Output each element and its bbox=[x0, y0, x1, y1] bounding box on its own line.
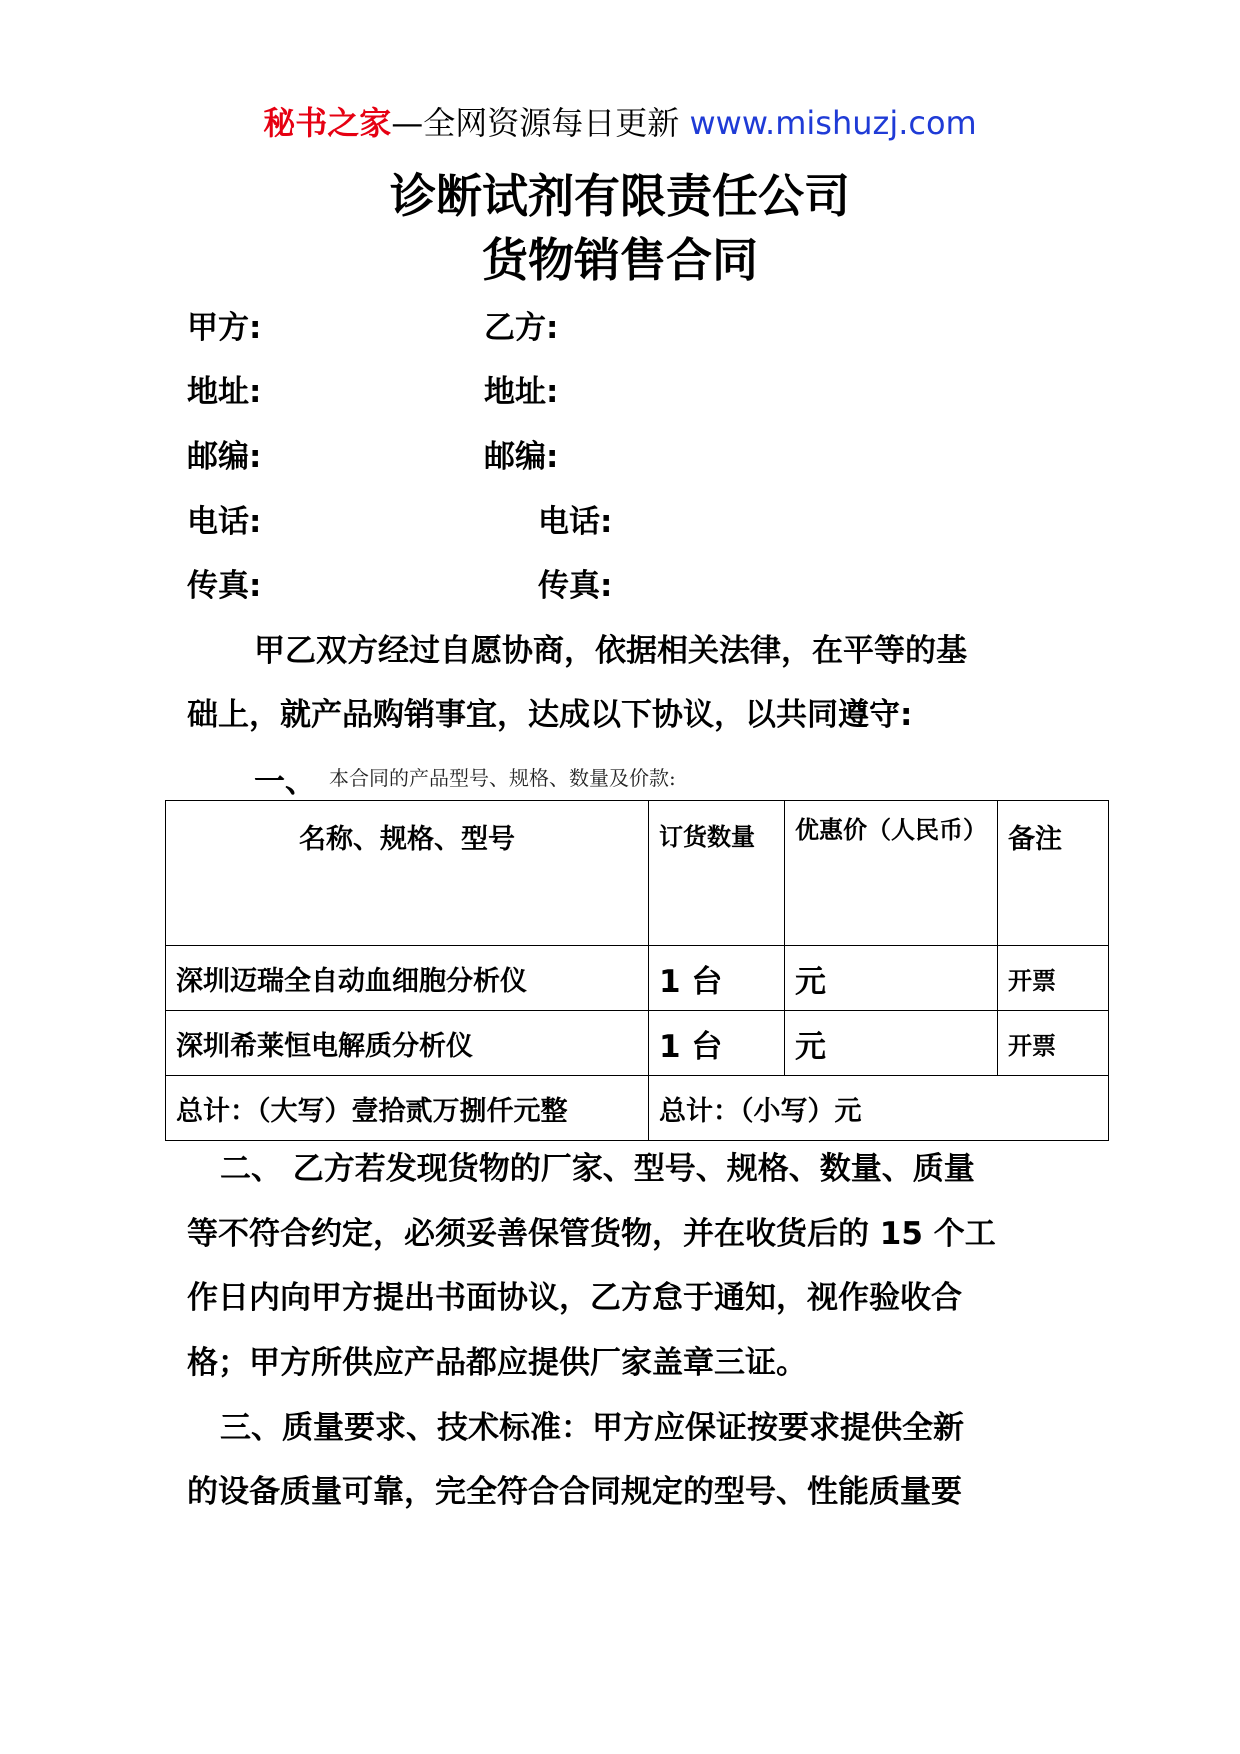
header-price bbox=[785, 801, 998, 946]
address-a-label: 地址: bbox=[187, 374, 262, 410]
section2-line-4: 格；甲方所供应产品都应提供厂家盖章三证。 bbox=[187, 1345, 807, 1381]
header-remark: 备注 bbox=[998, 801, 1109, 946]
table-row bbox=[166, 946, 1109, 1011]
phone-a-label: 电话: bbox=[187, 504, 262, 540]
total-lower: 总计：（小写）元 bbox=[649, 1076, 1109, 1141]
table-header-row bbox=[166, 801, 1109, 946]
postcode-b-label: 邮编: bbox=[484, 439, 559, 475]
fax-b-label: 传真: bbox=[538, 568, 613, 604]
party-b-label: 乙方: bbox=[484, 310, 559, 346]
document-title-line1: 诊断试剂有限责任公司 bbox=[390, 169, 850, 223]
section3-line-2: 的设备质量可靠，完全符合合同规定的型号、性能质量要 bbox=[187, 1474, 962, 1510]
row-quantity: 1 台 bbox=[649, 946, 785, 1011]
fax-a-label: 传真: bbox=[187, 568, 262, 604]
section1-number: 一、 bbox=[254, 764, 316, 800]
section2-line-1: 二、 乙方若发现货物的厂家、型号、规格、数量、质量 bbox=[220, 1151, 975, 1187]
section3-line-1: 三、质量要求、技术标准：甲方应保证按要求提供全新 bbox=[220, 1410, 964, 1446]
site-brand: 秘书之家 bbox=[263, 104, 392, 142]
phone-b-label: 电话: bbox=[538, 504, 613, 540]
site-header bbox=[0, 98, 1240, 144]
address-b-label: 地址: bbox=[484, 374, 559, 410]
row-name: 深圳希莱恒电解质分析仪 bbox=[166, 1011, 649, 1076]
site-tagline: —全网资源每日更新 bbox=[391, 104, 680, 142]
intro-line-2: 础上，就产品购销事宜，达成以下协议，以共同遵守: bbox=[187, 697, 913, 733]
document-title-line2: 货物销售合同 bbox=[482, 233, 758, 287]
goods-table bbox=[165, 800, 1109, 1141]
site-url-link[interactable]: www.mishuzj.com bbox=[689, 104, 977, 142]
row-price: 元 bbox=[785, 946, 998, 1011]
party-a-label: 甲方: bbox=[187, 310, 262, 346]
header-price-text: 优惠价（人民币） bbox=[795, 816, 987, 844]
table-row bbox=[166, 1011, 1109, 1076]
row-quantity: 1 台 bbox=[649, 1011, 785, 1076]
row-remark: 开票 bbox=[998, 946, 1109, 1011]
section2-line-3: 作日内向甲方提出书面协议，乙方怠于通知，视作验收合 bbox=[187, 1280, 962, 1316]
row-name: 深圳迈瑞全自动血细胞分析仪 bbox=[166, 946, 649, 1011]
row-remark: 开票 bbox=[998, 1011, 1109, 1076]
intro-line-1: 甲乙双方经过自愿协商，依据相关法律，在平等的基 bbox=[254, 633, 967, 669]
postcode-a-label: 邮编: bbox=[187, 439, 262, 475]
header-quantity: 订货数量 bbox=[649, 801, 785, 946]
section1-text: 本合同的产品型号、规格、数量及价款: bbox=[329, 766, 676, 790]
header-name: 名称、规格、型号 bbox=[166, 801, 649, 946]
section2-line-2: 等不符合约定，必须妥善保管货物，并在收货后的 15 个工 bbox=[187, 1216, 996, 1252]
row-price: 元 bbox=[785, 1011, 998, 1076]
table-total-row bbox=[166, 1076, 1109, 1141]
total-upper: 总计：（大写）壹拾贰万捌仟元整 bbox=[166, 1076, 649, 1141]
